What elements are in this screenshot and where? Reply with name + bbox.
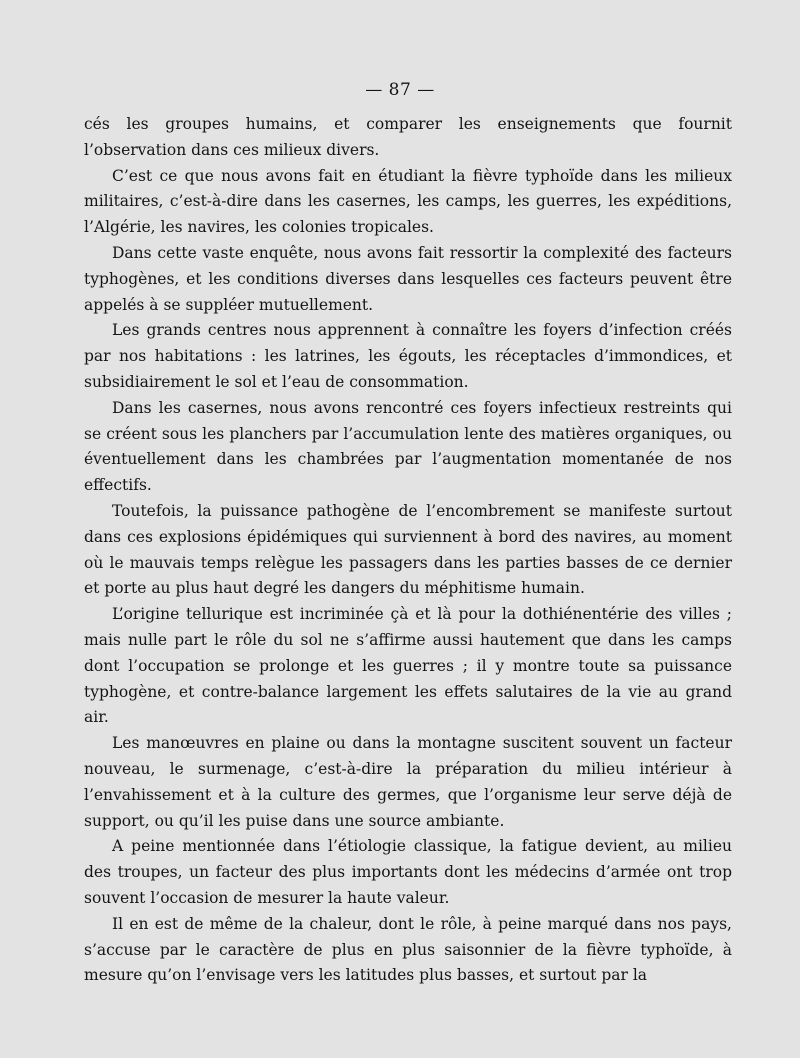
- paragraph: Il en est de même de la chaleur, dont le rôle, à peine marqué dans nos pays, s’accuse par le caractère de plus en plus saisonnier de la fièvre typhoïde, à mesure qu’on l’envisage vers les latitudes plus basses, et surtout par la: [84, 914, 732, 985]
- paragraph: C’est ce que nous avons fait en étudiant la fièvre typhoïde dans les milieux militaires, c’est-à-dire dans les casernes, les camps, les guerres, les expéditions, l’Algérie, les navires, les colonies tropicales.: [84, 166, 732, 237]
- page-number: — 87 —: [365, 80, 435, 100]
- paragraph: A peine mentionnée dans l’étiologie classique, la fatigue devient, au milieu des troupes, un facteur des plus importants dont les médecins d’armée ont trop souvent l’occasion de mesurer la haute valeur.: [84, 837, 732, 907]
- paragraph: Les grands centres nous apprennent à connaître les foyers d’infection créés par nos habitations : les latrines, les égouts, les réceptacles d’immondices, et subsidiairement le sol et l’eau de consommation.: [84, 321, 732, 391]
- paragraph: L’origine tellurique est incriminée çà et là pour la dothiénentérie des villes ; mais nulle part le rôle du sol ne s’affirme aussi hautement que dans les camps dont l’occupation se prolonge et les guerres ; il y montre toute sa puissance typhogène, et contre-balance largement les effets salutaires de la vie au grand air.: [84, 605, 732, 727]
- paragraph: Toutefois, la puissance pathogène de l’encombrement se manifeste surtout dans ces explosions épidémiques qui surviennent à bord des navires, au moment où le mauvais temps relègue les passagers dans les parties basses de ce dernier et porte au plus haut degré les dangers du méphitisme humain.: [84, 501, 732, 598]
- body-text: [84, 112, 732, 989]
- paragraph: cés les groupes humains, et comparer les enseignements que fournit l’observation dans ces milieux divers.: [84, 115, 732, 159]
- paragraph: Dans cette vaste enquête, nous avons fait ressortir la complexité des facteurs typhogènes, et les conditions diverses dans lesquelles ces facteurs peuvent être appelés à se suppléer mutuellement.: [84, 243, 732, 314]
- paragraph: Dans les casernes, nous avons rencontré ces foyers infectieux restreints qui se créent sous les planchers par l’accumulation lente des matières organiques, ou éventuellement dans les chambrées par l’augmentation momentanée de nos effectifs.: [84, 398, 732, 495]
- paragraph: Les manœuvres en plaine ou dans la montagne suscitent souvent un facteur nouveau, le surmenage, c’est-à-dire la préparation du milieu intérieur à l’envahissement et à la culture des germes, que l’organisme leur serve déjà de support, ou qu’il les puise dans une source ambiante.: [84, 734, 732, 830]
